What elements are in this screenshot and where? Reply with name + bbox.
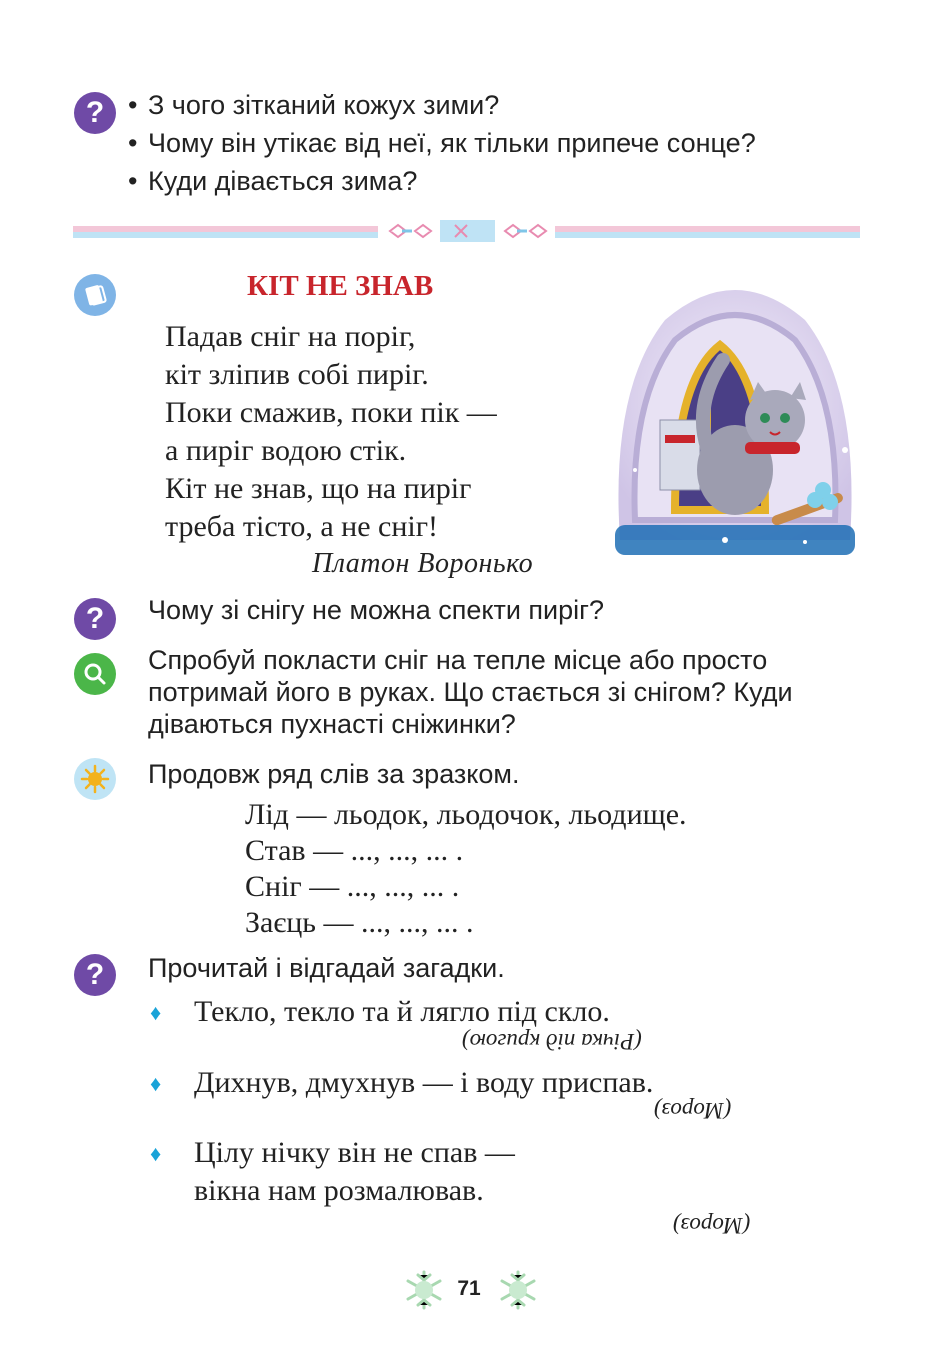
diamond-bullet-icon: ♦: [150, 1071, 162, 1096]
riddle-answer: (Річка під кригою): [462, 1029, 642, 1054]
poem-author: Платон Воронько: [312, 548, 534, 579]
poem-line: Падав сніг на поріг,: [165, 320, 416, 353]
word-task-instruction: Продовж ряд слів за зразком.: [148, 759, 520, 789]
poem-title: КІТ НЕ ЗНАВ: [247, 270, 434, 302]
riddle-line: Цілу нічку він не спав —: [194, 1136, 515, 1169]
riddle-line: вікна нам розмалював.: [194, 1174, 484, 1207]
experiment-line: Спробуй покласти сніг на тепле місце або просто: [148, 645, 768, 675]
diamond-bullet-icon: ♦: [150, 1000, 162, 1025]
word-task-line: Заєць — ..., ..., ... .: [245, 906, 474, 939]
sun-icon: [74, 758, 116, 800]
riddle-line: Дихнув, дмухнув — і воду приспав.: [194, 1066, 654, 1099]
page-number: 71: [457, 1277, 481, 1300]
poem-line: кіт зліпив собі пиріг.: [165, 358, 429, 391]
cat-illustration: [605, 270, 865, 565]
snowflake-icon: [403, 1269, 445, 1311]
intro-question-3: • Куди дівається зима?: [128, 166, 418, 196]
riddle-answer: (Мороз): [673, 1213, 751, 1238]
poem-line: треба тісто, а не сніг!: [165, 510, 439, 543]
ornament-icon: [385, 218, 550, 244]
diamond-bullet-icon: ♦: [150, 1141, 162, 1166]
experiment-line: діваються пухнасті сніжинки?: [148, 709, 516, 739]
word-task-line: Сніг — ..., ..., ... .: [245, 870, 460, 903]
word-example-line: Лід — льодок, льодочок, льодище.: [245, 798, 687, 831]
snowflake-icon: [497, 1269, 539, 1311]
word-task-line: Став — ..., ..., ... .: [245, 834, 464, 867]
riddle-answer: (Мороз): [654, 1098, 732, 1123]
experiment-line: потримай його в руках. Що стається зі снігом? Куди: [148, 677, 793, 707]
poem-line: Кіт не знав, що на пиріг: [165, 472, 472, 505]
poem-line: Поки смажив, поки пік —: [165, 396, 497, 429]
poem-line: а пиріг водою стік.: [165, 434, 407, 467]
intro-question-2: • Чому він утікає від неї, як тільки припече сонце?: [128, 128, 756, 158]
magnifier-icon: [74, 653, 116, 695]
question-icon: ?: [74, 92, 116, 134]
riddles-instruction: Прочитай і відгадай загадки.: [148, 953, 505, 983]
question-icon: ?: [74, 598, 116, 640]
intro-question-1: • З чого зітканий кожух зими?: [128, 90, 500, 120]
riddle-line: Текло, текло та й лягло під скло.: [194, 995, 610, 1028]
question-pie: Чому зі снігу не можна спекти пиріг?: [148, 595, 604, 625]
question-icon: ?: [74, 954, 116, 996]
book-icon: [74, 274, 116, 316]
